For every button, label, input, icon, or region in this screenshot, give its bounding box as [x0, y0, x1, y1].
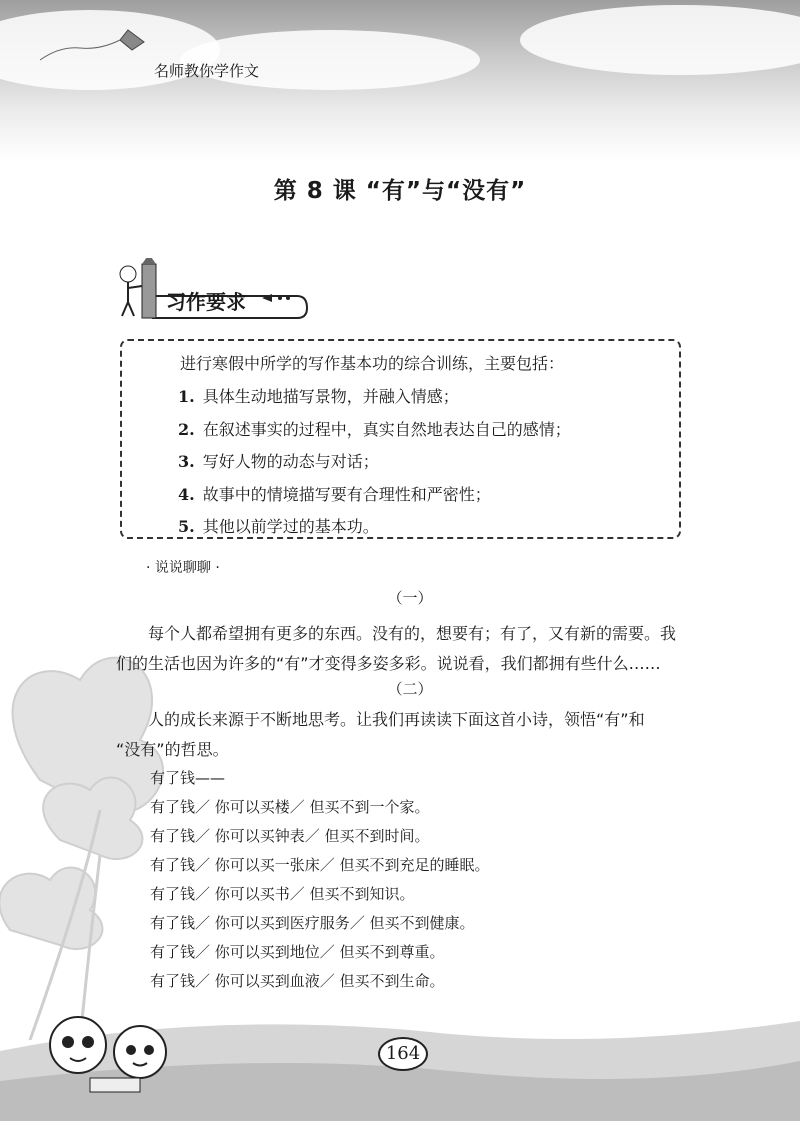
- poem-line: 有了钱／ 你可以买到医疗服务／ 但买不到健康。: [150, 914, 475, 932]
- poem-line: 有了钱／ 你可以买钟表／ 但买不到时间。: [150, 827, 430, 845]
- requirement-item: 3. 写好人物的动态与对话；: [178, 452, 379, 471]
- poem-line: 有了钱／ 你可以买到地位／ 但买不到尊重。: [150, 943, 445, 961]
- paragraph-line: 人的成长来源于不断地思考。让我们再读读下面这首小诗，领悟“有”和: [148, 710, 645, 729]
- poem-line: 有了钱——: [150, 769, 226, 787]
- cartoon-characters-illustration: [40, 1000, 190, 1100]
- page-number: 164: [378, 1037, 428, 1071]
- requirement-item: 2. 在叙述事实的过程中，真实自然地表达自己的感情；: [178, 420, 571, 439]
- poem-line: 有了钱／ 你可以买楼／ 但买不到一个家。: [150, 798, 430, 816]
- poem-line: 有了钱／ 你可以买书／ 但买不到知识。: [150, 885, 415, 903]
- lesson-title: 第 8 课 “有”与“没有”: [273, 178, 527, 204]
- paragraph-line: 每个人都希望拥有更多的东西。没有的，想要有；有了，又有新的需要。我: [148, 624, 677, 643]
- talk-label: · 说说聊聊 ·: [146, 560, 220, 576]
- paragraph-line: “没有”的哲思。: [116, 740, 229, 759]
- requirements-intro: 进行寒假中所学的写作基本功的综合训练，主要包括：: [180, 354, 565, 373]
- requirement-item: 5. 其他以前学过的基本功。: [178, 517, 379, 536]
- poem-line: 有了钱／ 你可以买一张床／ 但买不到充足的睡眠。: [150, 856, 490, 874]
- part1-heading: （一）: [387, 589, 433, 607]
- requirement-item: 1. 具体生动地描写景物，并融入情感；: [178, 387, 459, 406]
- section-label: 习作要求: [166, 290, 246, 314]
- part2-heading: （二）: [387, 680, 433, 698]
- kite-illustration: [40, 20, 150, 70]
- requirement-item: 4. 故事中的情境描写要有合理性和严密性；: [178, 485, 491, 504]
- poem-line: 有了钱／ 你可以买到血液／ 但买不到生命。: [150, 972, 445, 990]
- book-title: 名师教你学作文: [154, 62, 260, 80]
- paragraph-line: 们的生活也因为许多的“有”才变得多姿多彩。说说看，我们都拥有些什么……: [116, 654, 661, 673]
